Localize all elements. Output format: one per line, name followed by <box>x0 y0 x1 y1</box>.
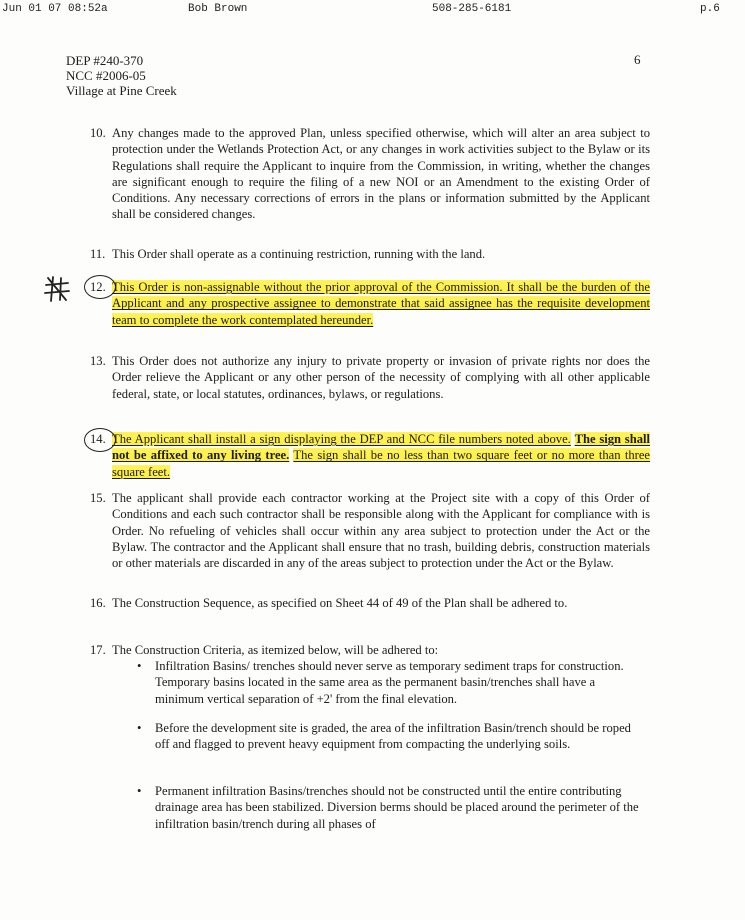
handwritten-star-icon <box>42 274 72 304</box>
item-text: The applicant shall provide each contractor working at the Project site with a copy of this Order of Conditions and each such contractor shall be responsible along with the Applicant for compliance with is Order. No refueling of vehicles shall occur within any area subject to protection under the Act or the Bylaw. The contractor and the Applicant shall ensure that no trash, building debris, construction materials or other materials are discarded in any of the areas subject to protection under the Act or the Bylaw. <box>112 491 650 571</box>
item-number: 16. <box>90 596 106 610</box>
item-text: Any changes made to the approved Plan, unless specified otherwise, which will alter an area subject to protection under the Wetlands Protection Act, or any changes in work activities subject to the Bylaw or its Regulations shall require the Applicant to inquire from the Commission, in writing, whether the changes are significant enough to require the filing of a new NOI or an Amendment to the existing Order of Conditions. Any necessary corrections of errors in the plans or information submitted by the Applicant shall be considered changes. <box>112 126 650 222</box>
item-number: 10. <box>90 126 106 140</box>
condition-14 <box>90 431 650 480</box>
fax-datetime: Jun 01 07 08:52a <box>2 3 108 15</box>
bullet-icon: • <box>137 659 142 673</box>
handwritten-circle <box>84 275 116 299</box>
fax-page: p.6 <box>700 3 720 15</box>
document-header <box>66 53 177 98</box>
condition-12 <box>90 279 650 328</box>
project-name: Village at Pine Creek <box>66 83 177 98</box>
item-number: 15. <box>90 491 106 505</box>
bullet-icon: • <box>137 784 142 798</box>
item-text: This Order shall operate as a continuing restriction, running with the land. <box>112 247 486 261</box>
bullet-icon: • <box>137 721 142 735</box>
item-number: 14. <box>90 432 106 446</box>
condition-11 <box>90 246 650 262</box>
bullet-item <box>137 658 647 707</box>
item-text: This Order does not authorize any injury to private property or invasion of private rights nor does the Order relieve the Applicant or any other person of the necessity of complying with all other applicable federal, state, or local statutes, ordinances, bylaws, or regulations. <box>112 354 650 401</box>
condition-13 <box>90 353 650 402</box>
dep-number: DEP #240-370 <box>66 53 144 68</box>
item-text-part3: The sign shall be no less than two square feet or no more than three square feet. <box>112 448 651 479</box>
item-text: The Construction Sequence, as specified on Sheet 44 of 49 of the Plan shall be adhered to. <box>112 596 568 610</box>
item-text: The Construction Criteria, as itemized below, will be adhered to: <box>112 643 439 657</box>
bullet-item <box>137 783 647 832</box>
condition-17 <box>90 642 650 658</box>
item-number: 12. <box>90 280 106 294</box>
bullet-text: Before the development site is graded, the area of the infiltration Basin/trench should be roped off and flagged to prevent heavy equipment from compacting the underlying soils. <box>155 721 631 752</box>
bullet-text: Infiltration Basins/ trenches should never serve as temporary sediment traps for construction. Temporary basins located in the same area as the permanent basin/trenches shall have a minimum vertical separation of +2' from the final elevation. <box>155 659 624 706</box>
fax-sender: Bob Brown <box>188 3 248 15</box>
ncc-number: NCC #2006-05 <box>66 68 146 83</box>
condition-16 <box>90 595 650 611</box>
condition-10 <box>90 125 650 223</box>
item-text-part2: The sign shall not be affixed to any living tree. <box>112 432 650 463</box>
item-number: 11. <box>90 247 106 261</box>
item-number: 17. <box>90 643 106 657</box>
item-text-highlighted: This Order is non-assignable without the prior approval of the Commission. It shall be the burden of the Applicant and any prospective assignee to demonstrate that said assignee has the requisite development team to complete the work contemplated hereunder. <box>112 280 650 327</box>
condition-15 <box>90 490 650 571</box>
fax-header <box>0 3 745 17</box>
bullet-item <box>137 720 647 753</box>
bullet-text: Permanent infiltration Basins/trenches should not be constructed until the entire contributing drainage area has been stabilized. Diversion berms should be placed around the perimeter of the infiltration basin/trench during all phases of <box>155 784 639 831</box>
item-number: 13. <box>90 354 106 368</box>
fax-phone: 508-285-6181 <box>432 3 512 15</box>
item-text-part1: The Applicant shall install a sign displaying the DEP and NCC file numbers noted above. <box>112 432 571 446</box>
handwritten-circle <box>84 428 116 452</box>
page-number: 6 <box>634 52 641 67</box>
